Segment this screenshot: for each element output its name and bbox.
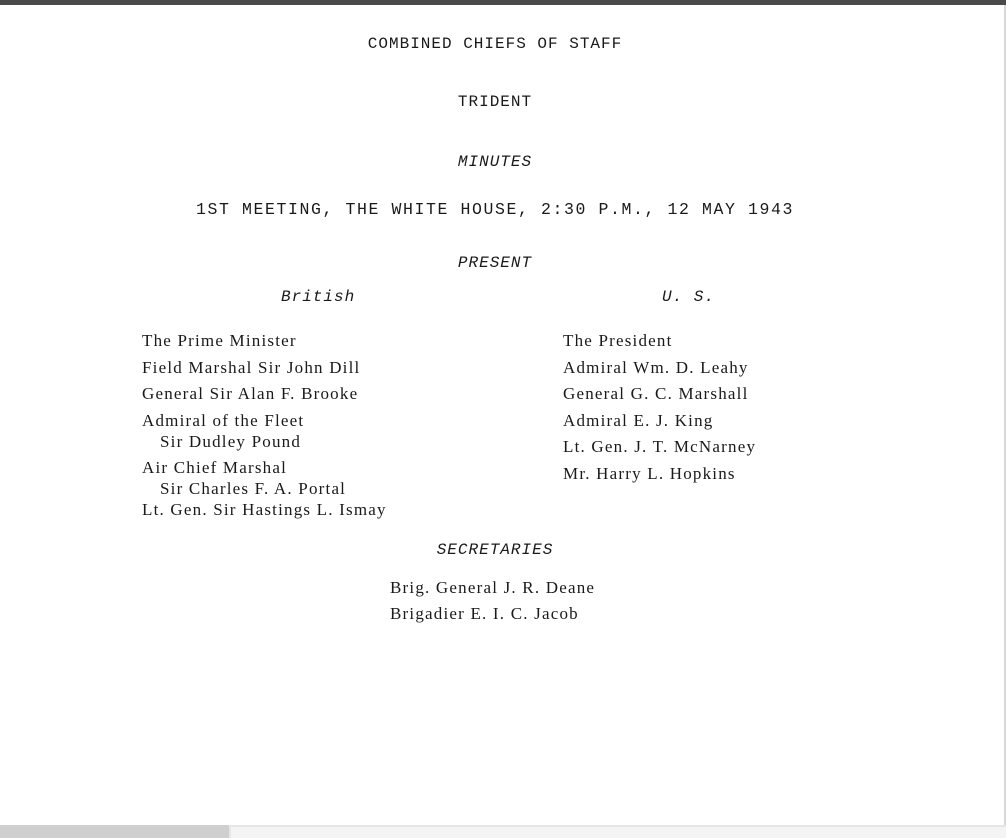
attendee-title: Admiral of the Fleet — [142, 410, 305, 430]
british-attendees-list — [142, 330, 387, 526]
list-item: Mr. Harry L. Hopkins — [563, 463, 736, 483]
secretaries-list — [390, 577, 595, 629]
scrollbar-thumb[interactable] — [0, 825, 229, 838]
document-page — [0, 5, 1006, 825]
scrollbar-track-remainder[interactable] — [231, 827, 1006, 838]
list-item: Brigadier E. I. C. Jacob — [390, 604, 579, 623]
document-type: MINUTES — [457, 153, 533, 171]
attendee-name: General Sir Alan F. Brooke — [142, 384, 359, 404]
british-heading: British — [281, 288, 356, 306]
list-item: Brig. General J. R. Deane — [390, 578, 596, 597]
list-item — [142, 499, 387, 520]
attendee-name: Sir Charles F. A. Portal — [160, 479, 347, 499]
list-item — [142, 330, 387, 351]
attendee-title: Air Chief Marshal — [142, 458, 288, 478]
conference-name: TRIDENT — [457, 93, 533, 111]
present-heading: PRESENT — [457, 254, 533, 272]
attendee-name: The Prime Minister — [142, 331, 297, 350]
us-heading: U. S. — [662, 288, 716, 306]
list-item: Lt. Gen. J. T. McNarney — [563, 437, 757, 457]
us-attendees-list — [563, 330, 756, 490]
list-item — [142, 357, 387, 378]
list-item — [142, 383, 387, 404]
list-item — [142, 410, 387, 452]
attendee-name: Sir Dudley Pound — [160, 431, 302, 451]
document-title: COMBINED CHIEFS OF STAFF — [367, 35, 623, 53]
list-item: Admiral E. J. King — [563, 410, 714, 430]
list-item: The President — [563, 331, 673, 350]
list-item: General G. C. Marshall — [563, 384, 749, 404]
list-item — [142, 457, 387, 499]
secretaries-heading: SECRETARIES — [436, 541, 554, 559]
meeting-line: 1ST MEETING, THE WHITE HOUSE, 2:30 P.M., 12 MAY 1943 — [195, 200, 795, 219]
list-item: Admiral Wm. D. Leahy — [563, 357, 749, 377]
attendee-name: Field Marshal Sir John Dill — [142, 357, 361, 377]
attendee-name: Lt. Gen. Sir Hastings L. Ismay — [142, 500, 387, 520]
